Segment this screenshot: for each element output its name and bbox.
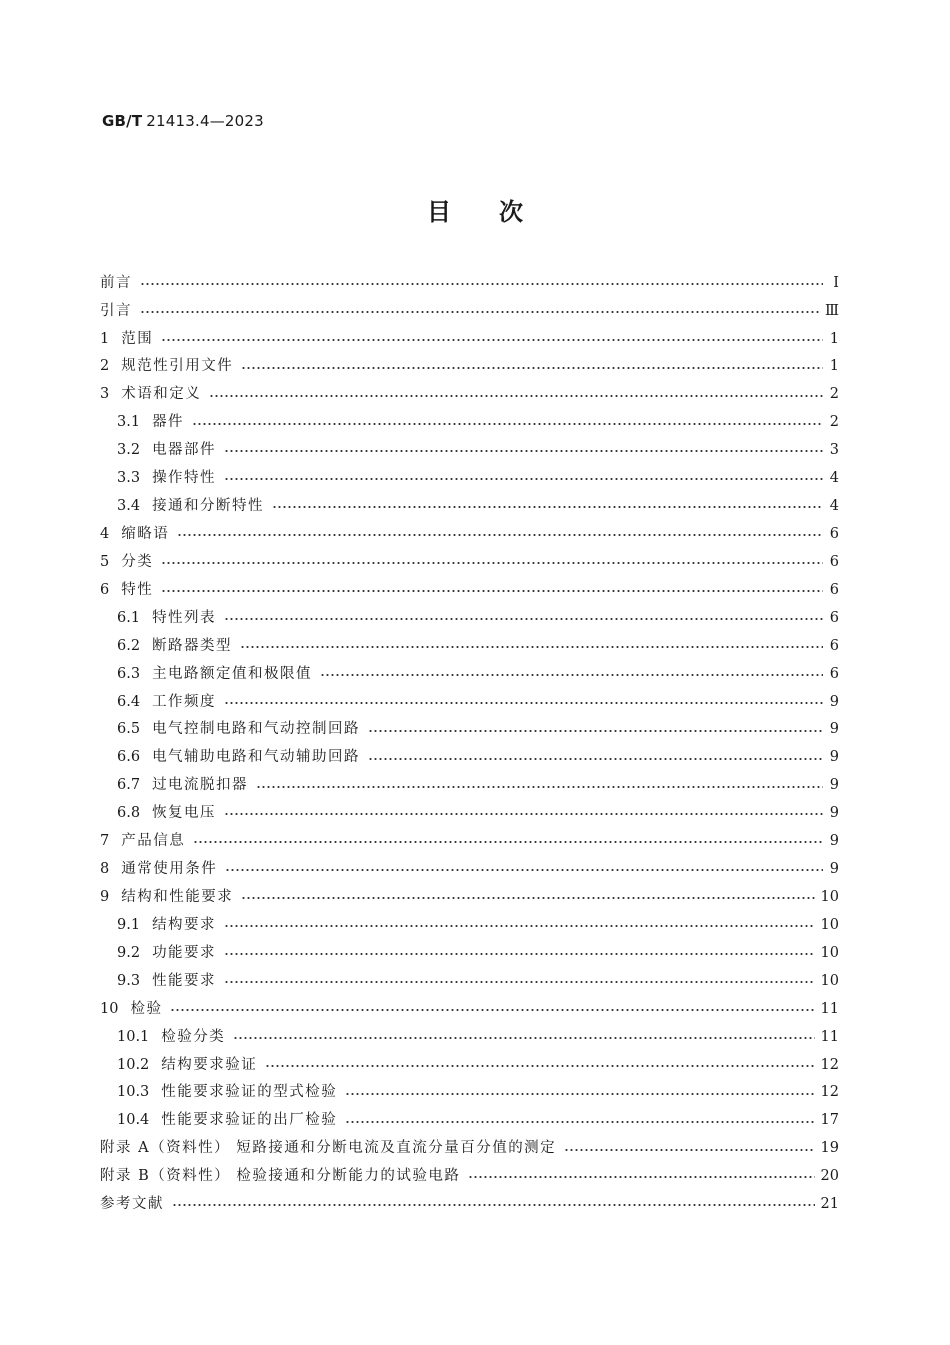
toc-entry[interactable] <box>100 1023 839 1051</box>
toc-entry-label: 电器部件 <box>152 442 217 459</box>
toc-entry[interactable] <box>100 772 839 800</box>
toc-entry-label: 结构和性能要求 <box>121 888 234 905</box>
toc-entry-label: 产品信息 <box>121 833 186 850</box>
standard-prefix: GB/T <box>102 112 143 130</box>
toc-entry[interactable] <box>100 939 839 967</box>
toc-entry[interactable] <box>100 716 839 744</box>
toc-entry[interactable] <box>100 632 839 660</box>
toc-entry-page: 9 <box>829 693 839 710</box>
toc-entry-page: 10 <box>820 888 839 905</box>
toc-leader-dots <box>240 646 823 648</box>
toc-entry[interactable] <box>100 325 839 353</box>
toc-entry-label: 过电流脱扣器 <box>152 777 249 794</box>
toc-entry-page: 17 <box>820 1112 839 1129</box>
toc-leader-dots <box>161 562 823 564</box>
toc-leader-dots <box>468 1176 814 1178</box>
toc-entry[interactable] <box>100 688 839 716</box>
toc-entry-page: 19 <box>820 1140 839 1157</box>
toc-leader-dots <box>272 506 823 508</box>
toc-entry-label: 恢复电压 <box>152 805 217 822</box>
toc-leader-dots <box>161 590 823 592</box>
toc-entry-label: 器件 <box>152 414 185 431</box>
toc-entry-page: 1 <box>829 358 839 375</box>
toc-entry-page: 10 <box>820 916 839 933</box>
toc-entry-page: 20 <box>820 1168 839 1185</box>
toc-entry-number: 6.7 <box>117 777 141 794</box>
toc-entry-number: 6.2 <box>117 637 141 654</box>
toc-entry-label: 参考文献 <box>100 1196 164 1213</box>
toc-entry[interactable] <box>100 827 839 855</box>
toc-entry-label: 引言 <box>100 302 132 319</box>
toc-entry-page: 9 <box>829 805 839 822</box>
toc-entry[interactable] <box>100 548 839 576</box>
toc-entry-label: 特性 <box>121 581 154 598</box>
toc-entry-label: 性能要求 <box>152 972 217 989</box>
toc-entry-page: 10 <box>820 972 839 989</box>
toc-entry-page: 6 <box>829 581 839 598</box>
toc-entry-number: 6.3 <box>117 665 141 682</box>
toc-entry-page: 4 <box>829 498 839 515</box>
toc-leader-dots <box>224 702 823 704</box>
toc-leader-dots <box>265 1065 814 1067</box>
toc-entry[interactable] <box>100 381 839 409</box>
toc-entry-number: 8 <box>100 861 110 878</box>
toc-entry-page: 11 <box>820 1000 839 1017</box>
toc-entry[interactable] <box>100 437 839 465</box>
toc-leader-dots <box>140 283 823 285</box>
standard-number: 21413.4—2023 <box>146 112 264 130</box>
toc-entry-label: 特性列表 <box>152 609 217 626</box>
toc-entry[interactable] <box>100 409 839 437</box>
toc-entry-page: 6 <box>829 526 839 542</box>
toc-entry-page: 1 <box>829 330 839 347</box>
page-title <box>0 192 950 227</box>
toc-entry-label: 工作频度 <box>152 693 217 710</box>
toc-entry-number: 10.3 <box>117 1084 150 1101</box>
toc-entry-label: 分类 <box>121 553 154 570</box>
toc-leader-dots <box>224 953 814 955</box>
toc-entry-number: 4 <box>100 526 110 542</box>
toc-leader-dots <box>170 1009 814 1011</box>
toc-entry-label: 性能要求验证的出厂检验 <box>161 1112 338 1129</box>
toc-entry[interactable] <box>100 1135 839 1163</box>
toc-entry-label: 缩略语 <box>121 526 170 542</box>
toc-entry[interactable] <box>100 464 839 492</box>
toc-entry-number: 3.2 <box>117 442 141 459</box>
toc-entry-label: 性能要求验证的型式检验 <box>161 1084 338 1101</box>
toc-entry-label: 电气辅助电路和气动辅助回路 <box>152 749 361 766</box>
toc-entry[interactable] <box>100 967 839 995</box>
toc-entry[interactable] <box>100 1051 839 1079</box>
toc-entry-page: 2 <box>829 386 839 403</box>
toc-leader-dots <box>193 841 823 843</box>
toc-entry-number: 6 <box>100 581 110 598</box>
toc-entry-number: 6.5 <box>117 721 141 738</box>
toc-entry-label: 主电路额定值和极限值 <box>152 665 313 682</box>
toc-entry[interactable] <box>100 1163 839 1191</box>
toc-leader-dots <box>368 758 823 760</box>
toc-entry[interactable] <box>100 492 839 520</box>
toc-entry-page: 9 <box>829 861 839 878</box>
toc-entry-number: 9.3 <box>117 972 141 989</box>
toc-entry-page: 9 <box>829 721 839 738</box>
toc-leader-dots <box>192 423 823 425</box>
toc-entry-label: 附录 A（资料性） 短路接通和分断电流及直流分量百分值的测定 <box>100 1140 557 1157</box>
toc-entry[interactable] <box>100 520 839 548</box>
toc-entry[interactable] <box>100 660 839 688</box>
toc-entry-label: 接通和分断特性 <box>152 498 265 515</box>
toc-leader-dots <box>224 618 823 620</box>
toc-leader-dots <box>233 1037 814 1039</box>
toc-entry[interactable] <box>100 353 839 381</box>
toc-entry-page: 6 <box>829 609 839 626</box>
toc-leader-dots <box>241 897 814 899</box>
toc-entry-page: 3 <box>829 442 839 459</box>
toc-entry-page: 6 <box>829 665 839 682</box>
toc-entry-label: 前言 <box>100 274 132 291</box>
toc-entry[interactable] <box>100 855 839 883</box>
toc-leader-dots <box>224 981 814 983</box>
toc-leader-dots <box>209 395 823 397</box>
toc-entry-label: 检验分类 <box>161 1028 226 1045</box>
toc-entry-number: 6.8 <box>117 805 141 822</box>
toc-entry-number: 3.3 <box>117 470 141 487</box>
toc-entry-page: 21 <box>820 1196 839 1213</box>
title-char-2: 次 <box>499 198 523 226</box>
toc-entry-number: 6.4 <box>117 693 141 710</box>
toc-entry-number: 10 <box>100 1000 119 1017</box>
toc-entry-label: 检验 <box>130 1000 163 1017</box>
toc-entry-number: 9 <box>100 888 110 905</box>
toc-entry-label: 功能要求 <box>152 944 217 961</box>
toc-entry-page: 9 <box>829 777 839 794</box>
toc-entry-page: 6 <box>829 637 839 654</box>
toc-entry-number: 3.4 <box>117 498 141 515</box>
toc-leader-dots <box>225 869 823 871</box>
toc-entry[interactable] <box>100 297 839 325</box>
toc-entry-page: Ⅰ <box>833 274 839 291</box>
toc-entry-label: 通常使用条件 <box>121 861 218 878</box>
toc-entry-number: 9.2 <box>117 944 141 961</box>
toc-leader-dots <box>177 534 823 536</box>
toc-entry-label: 附录 B（资料性） 检验接通和分断能力的试验电路 <box>100 1168 461 1185</box>
toc-entry[interactable] <box>100 744 839 772</box>
toc-entry-label: 结构要求 <box>152 916 217 933</box>
toc-entry-page: 10 <box>820 944 839 961</box>
toc-entry-number: 9.1 <box>117 916 141 933</box>
toc-entry[interactable] <box>100 1079 839 1107</box>
toc-entry-label: 操作特性 <box>152 470 217 487</box>
toc-leader-dots <box>224 925 814 927</box>
toc-leader-dots <box>224 478 823 480</box>
toc-leader-dots <box>345 1121 814 1123</box>
toc-leader-dots <box>320 674 823 676</box>
toc-leader-dots <box>564 1149 814 1151</box>
toc-entry-number: 1 <box>100 330 110 347</box>
toc-leader-dots <box>256 786 823 788</box>
toc-entry-page: 9 <box>829 833 839 850</box>
toc-entry-label: 电气控制电路和气动控制回路 <box>152 721 361 738</box>
toc-entry[interactable] <box>100 576 839 604</box>
toc-entry-number: 5 <box>100 553 110 570</box>
toc-entry[interactable] <box>100 1190 839 1218</box>
toc-entry-number: 3.1 <box>117 414 141 431</box>
toc-leader-dots <box>241 367 823 369</box>
toc-entry-label: 规范性引用文件 <box>121 358 234 375</box>
toc-entry-number: 6.6 <box>117 749 141 766</box>
toc-entry[interactable] <box>100 911 839 939</box>
toc-entry-label: 范围 <box>121 330 154 347</box>
toc-entry-page: Ⅲ <box>825 302 839 319</box>
toc-entry[interactable] <box>100 883 839 911</box>
toc-entry[interactable] <box>100 269 839 297</box>
toc-leader-dots <box>172 1204 815 1206</box>
toc-entry-number: 3 <box>100 386 110 403</box>
toc-entry-number: 10.4 <box>117 1112 150 1129</box>
toc-entry-label: 断路器类型 <box>152 637 233 654</box>
toc-leader-dots <box>140 311 819 313</box>
standard-code <box>102 112 264 130</box>
toc-leader-dots <box>224 813 823 815</box>
toc-entry[interactable] <box>100 800 839 828</box>
toc-leader-dots <box>161 339 823 341</box>
toc-leader-dots <box>224 450 823 452</box>
toc-entry-number: 7 <box>100 833 110 850</box>
toc-entry-page: 2 <box>829 414 839 431</box>
toc-leader-dots <box>345 1093 814 1095</box>
toc-entry-label: 术语和定义 <box>121 386 202 403</box>
toc-entry-page: 11 <box>820 1028 839 1045</box>
toc-entry[interactable] <box>100 1107 839 1135</box>
toc-entry-label: 结构要求验证 <box>161 1056 258 1073</box>
toc-entry-page: 9 <box>829 749 839 766</box>
toc-entry[interactable] <box>100 995 839 1023</box>
toc-entry-number: 2 <box>100 358 110 375</box>
toc-entry-page: 12 <box>820 1056 839 1073</box>
title-char-1: 目 <box>427 198 451 226</box>
toc-entry-page: 12 <box>820 1084 839 1101</box>
toc-entry-number: 10.2 <box>117 1056 150 1073</box>
toc-entry-number: 10.1 <box>117 1028 150 1045</box>
toc-leader-dots <box>368 730 823 732</box>
toc-entry-page: 4 <box>829 470 839 487</box>
toc-entry-number: 6.1 <box>117 609 141 626</box>
toc-entry-page: 6 <box>829 553 839 570</box>
table-of-contents <box>100 269 839 1218</box>
toc-entry[interactable] <box>100 604 839 632</box>
